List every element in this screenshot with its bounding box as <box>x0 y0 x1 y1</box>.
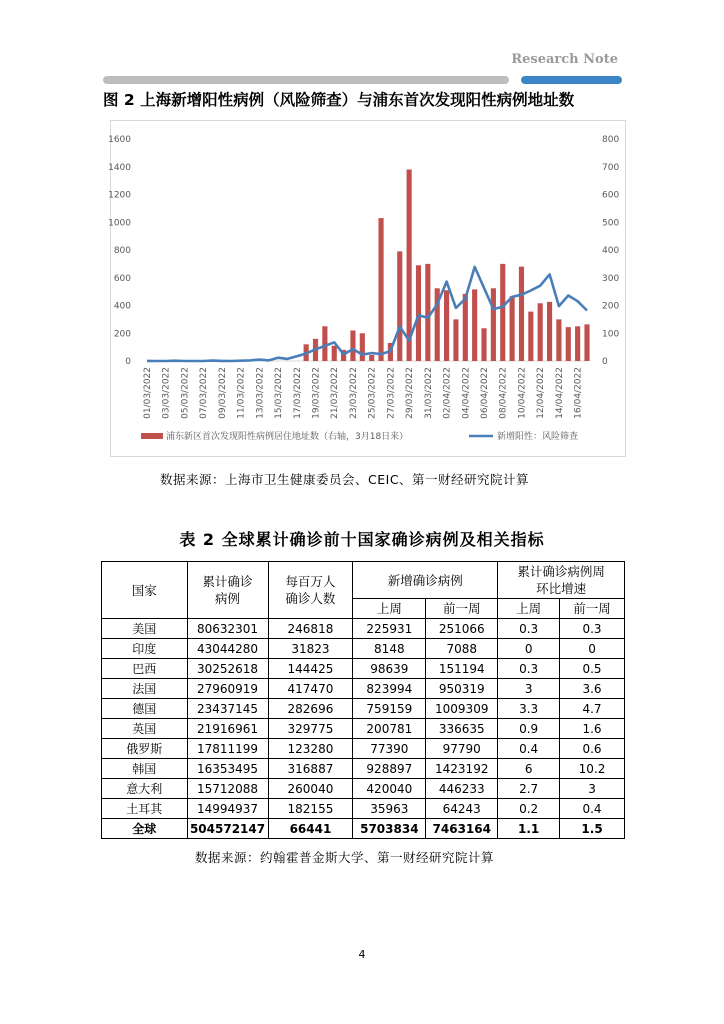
table-cell: 英国 <box>102 719 188 739</box>
left-tick-label: 1200 <box>108 190 131 201</box>
table-cell: 巴西 <box>102 659 188 679</box>
table-cell: 3 <box>498 679 560 699</box>
table-cell: 123280 <box>268 739 353 759</box>
bar <box>453 319 458 361</box>
bar <box>369 355 374 361</box>
x-tick-label: 27/03/2022 <box>386 367 397 419</box>
bar <box>584 324 589 361</box>
table-cell: 5703834 <box>353 819 426 839</box>
right-tick-label: 100 <box>602 329 620 340</box>
table-cell: 0.6 <box>560 739 625 759</box>
table-cell: 0.2 <box>498 799 560 819</box>
table-cell: 2.7 <box>498 779 560 799</box>
legend-bar-swatch <box>141 433 163 439</box>
table-cell: 意大利 <box>102 779 188 799</box>
table-cell: 4.7 <box>560 699 625 719</box>
header-growth-prev-week: 前一周 <box>560 599 625 619</box>
table-row <box>102 639 625 659</box>
bar <box>547 302 552 361</box>
header-growth-last-week: 上周 <box>498 599 560 619</box>
x-tick-label: 12/04/2022 <box>536 367 547 419</box>
bar <box>566 327 571 361</box>
legend-line-label: 新增阳性：风险筛查 <box>497 432 579 442</box>
table-cell: 0 <box>560 639 625 659</box>
x-tick-label: 11/03/2022 <box>236 367 247 419</box>
bar <box>528 312 533 361</box>
table-cell: 0.3 <box>560 619 625 639</box>
table-cell: 印度 <box>102 639 188 659</box>
header-rule-gray <box>103 76 509 84</box>
x-tick-label: 02/04/2022 <box>442 367 453 419</box>
bar <box>519 267 524 361</box>
bar <box>397 251 402 361</box>
covid-table <box>101 561 625 839</box>
table-row <box>102 619 625 639</box>
bar <box>444 290 449 361</box>
left-tick-label: 200 <box>113 329 131 340</box>
table-cell: 66441 <box>268 819 353 839</box>
bar <box>472 289 477 361</box>
table-cell: 韩国 <box>102 759 188 779</box>
table-row <box>102 799 625 819</box>
x-tick-label: 23/03/2022 <box>348 367 359 419</box>
x-tick-label: 07/03/2022 <box>199 367 210 419</box>
table-cell: 77390 <box>353 739 426 759</box>
left-tick-label: 0 <box>125 357 131 367</box>
x-tick-label: 14/04/2022 <box>554 367 565 419</box>
table-cell: 21916961 <box>187 719 268 739</box>
table-cell: 1423192 <box>426 759 498 779</box>
bar <box>350 330 355 361</box>
table-row <box>102 659 625 679</box>
header-new-prev-week: 前一周 <box>426 599 498 619</box>
x-tick-label: 06/04/2022 <box>480 367 491 419</box>
bar <box>538 303 543 361</box>
table-cell: 1009309 <box>426 699 498 719</box>
table-cell: 30252618 <box>187 659 268 679</box>
bar <box>575 326 580 361</box>
left-tick-label: 400 <box>113 301 131 312</box>
header-country: 国家 <box>102 562 188 619</box>
table-cell: 0.3 <box>498 619 560 639</box>
bar <box>360 333 365 361</box>
x-tick-label: 04/04/2022 <box>461 367 472 419</box>
x-tick-label: 31/03/2022 <box>423 367 434 419</box>
header-rule-blue <box>521 76 622 84</box>
x-tick-label: 09/03/2022 <box>217 367 228 419</box>
right-tick-label: 0 <box>602 357 608 367</box>
table-cell: 80632301 <box>187 619 268 639</box>
table-cell: 260040 <box>268 779 353 799</box>
header-growth: 累计确诊病例周环比增速 <box>498 562 625 599</box>
table-cell: 282696 <box>268 699 353 719</box>
right-tick-label: 300 <box>602 273 620 284</box>
bar <box>322 326 327 361</box>
header-new-last-week: 上周 <box>353 599 426 619</box>
table-cell: 27960919 <box>187 679 268 699</box>
bar <box>416 265 421 361</box>
table-cell: 417470 <box>268 679 353 699</box>
bar <box>332 346 337 361</box>
header-label: Research Note <box>511 52 618 67</box>
left-tick-label: 800 <box>113 246 131 256</box>
x-tick-label: 13/03/2022 <box>255 367 266 419</box>
table-cell: 法国 <box>102 679 188 699</box>
table-row <box>102 679 625 699</box>
table-cell: 1.6 <box>560 719 625 739</box>
table-cell: 23437145 <box>187 699 268 719</box>
chart-svg <box>108 121 625 456</box>
bar <box>378 218 383 361</box>
bar <box>491 288 496 361</box>
table-cell: 246818 <box>268 619 353 639</box>
table-cell: 950319 <box>426 679 498 699</box>
table-cell: 7088 <box>426 639 498 659</box>
x-tick-label: 21/03/2022 <box>330 367 341 419</box>
table-cell: 美国 <box>102 619 188 639</box>
table-cell: 336635 <box>426 719 498 739</box>
table-cell: 1.5 <box>560 819 625 839</box>
table-cell: 3.3 <box>498 699 560 719</box>
bar <box>425 264 430 361</box>
figure-source: 数据来源：上海市卫生健康委员会、CEIC、第一财经研究院计算 <box>160 472 530 487</box>
table-cell: 6 <box>498 759 560 779</box>
table-cell: 全球 <box>102 819 188 839</box>
right-tick-label: 800 <box>602 135 620 145</box>
header-cumulative: 累计确诊病例 <box>187 562 268 619</box>
x-tick-label: 29/03/2022 <box>405 367 416 419</box>
table-cell: 316887 <box>268 759 353 779</box>
table-cell: 0 <box>498 639 560 659</box>
table-cell: 16353495 <box>187 759 268 779</box>
table-cell: 7463164 <box>426 819 498 839</box>
table-cell: 200781 <box>353 719 426 739</box>
left-tick-label: 1400 <box>108 162 131 173</box>
bar <box>510 296 515 361</box>
bar <box>463 294 468 361</box>
table-row <box>102 719 625 739</box>
header-new-cases: 新增确诊病例 <box>353 562 498 599</box>
left-tick-label: 1600 <box>108 135 131 145</box>
table-cell: 3.6 <box>560 679 625 699</box>
table-cell: 151194 <box>426 659 498 679</box>
table-cell: 0.4 <box>498 739 560 759</box>
table-cell: 64243 <box>426 799 498 819</box>
table-cell: 0.4 <box>560 799 625 819</box>
table-cell: 15712088 <box>187 779 268 799</box>
left-tick-label: 1000 <box>108 218 131 229</box>
x-tick-label: 19/03/2022 <box>311 367 322 419</box>
page-number: 4 <box>358 948 366 961</box>
table-cell: 43044280 <box>187 639 268 659</box>
table-cell: 10.2 <box>560 759 625 779</box>
x-tick-label: 16/04/2022 <box>573 367 584 419</box>
table-cell: 329775 <box>268 719 353 739</box>
x-tick-label: 08/04/2022 <box>498 367 509 419</box>
table-cell: 182155 <box>268 799 353 819</box>
chart-container <box>110 120 626 457</box>
right-tick-label: 500 <box>602 218 620 229</box>
table-cell: 504572147 <box>187 819 268 839</box>
table-cell: 14994937 <box>187 799 268 819</box>
bar <box>556 319 561 361</box>
table-cell: 446233 <box>426 779 498 799</box>
table-cell: 759159 <box>353 699 426 719</box>
right-tick-label: 200 <box>602 301 620 312</box>
table-cell: 0.5 <box>560 659 625 679</box>
table-total-row <box>102 819 625 839</box>
table-cell: 0.9 <box>498 719 560 739</box>
right-tick-label: 700 <box>602 162 620 173</box>
table-row <box>102 779 625 799</box>
table-cell: 31823 <box>268 639 353 659</box>
table-source: 数据来源：约翰霍普金斯大学、第一财经研究院计算 <box>195 850 495 865</box>
table-row <box>102 699 625 719</box>
table-row <box>102 739 625 759</box>
table-cell: 0.3 <box>498 659 560 679</box>
left-tick-label: 600 <box>113 273 131 284</box>
header-per-million: 每百万人确诊人数 <box>268 562 353 619</box>
table-cell: 35963 <box>353 799 426 819</box>
bar <box>500 264 505 361</box>
table-cell: 251066 <box>426 619 498 639</box>
table-cell: 德国 <box>102 699 188 719</box>
table-cell: 420040 <box>353 779 426 799</box>
x-tick-label: 15/03/2022 <box>274 367 285 419</box>
table-cell: 97790 <box>426 739 498 759</box>
legend-bar-label: 浦东新区首次发现阳性病例居住地址数（右轴，3月18日来） <box>166 432 409 442</box>
table-cell: 土耳其 <box>102 799 188 819</box>
x-tick-label: 25/03/2022 <box>367 367 378 419</box>
figure-title: 图 2 上海新增阳性病例（风险筛查）与浦东首次发现阳性病例地址数 <box>103 91 575 109</box>
right-tick-label: 400 <box>602 246 620 256</box>
table-row <box>102 759 625 779</box>
table-cell: 98639 <box>353 659 426 679</box>
x-tick-label: 03/03/2022 <box>161 367 172 419</box>
table-cell: 928897 <box>353 759 426 779</box>
table-title: 表 2 全球累计确诊前十国家确诊病例及相关指标 <box>179 530 545 549</box>
x-tick-label: 17/03/2022 <box>292 367 303 419</box>
right-tick-label: 600 <box>602 190 620 201</box>
x-tick-label: 10/04/2022 <box>517 367 528 419</box>
table-cell: 3 <box>560 779 625 799</box>
table-cell: 俄罗斯 <box>102 739 188 759</box>
x-tick-label: 01/03/2022 <box>143 367 153 419</box>
table-cell: 144425 <box>268 659 353 679</box>
table-cell: 17811199 <box>187 739 268 759</box>
x-tick-label: 05/03/2022 <box>180 367 191 419</box>
table-cell: 8148 <box>353 639 426 659</box>
table-cell: 225931 <box>353 619 426 639</box>
table-cell: 1.1 <box>498 819 560 839</box>
bar <box>481 328 486 361</box>
table-cell: 823994 <box>353 679 426 699</box>
